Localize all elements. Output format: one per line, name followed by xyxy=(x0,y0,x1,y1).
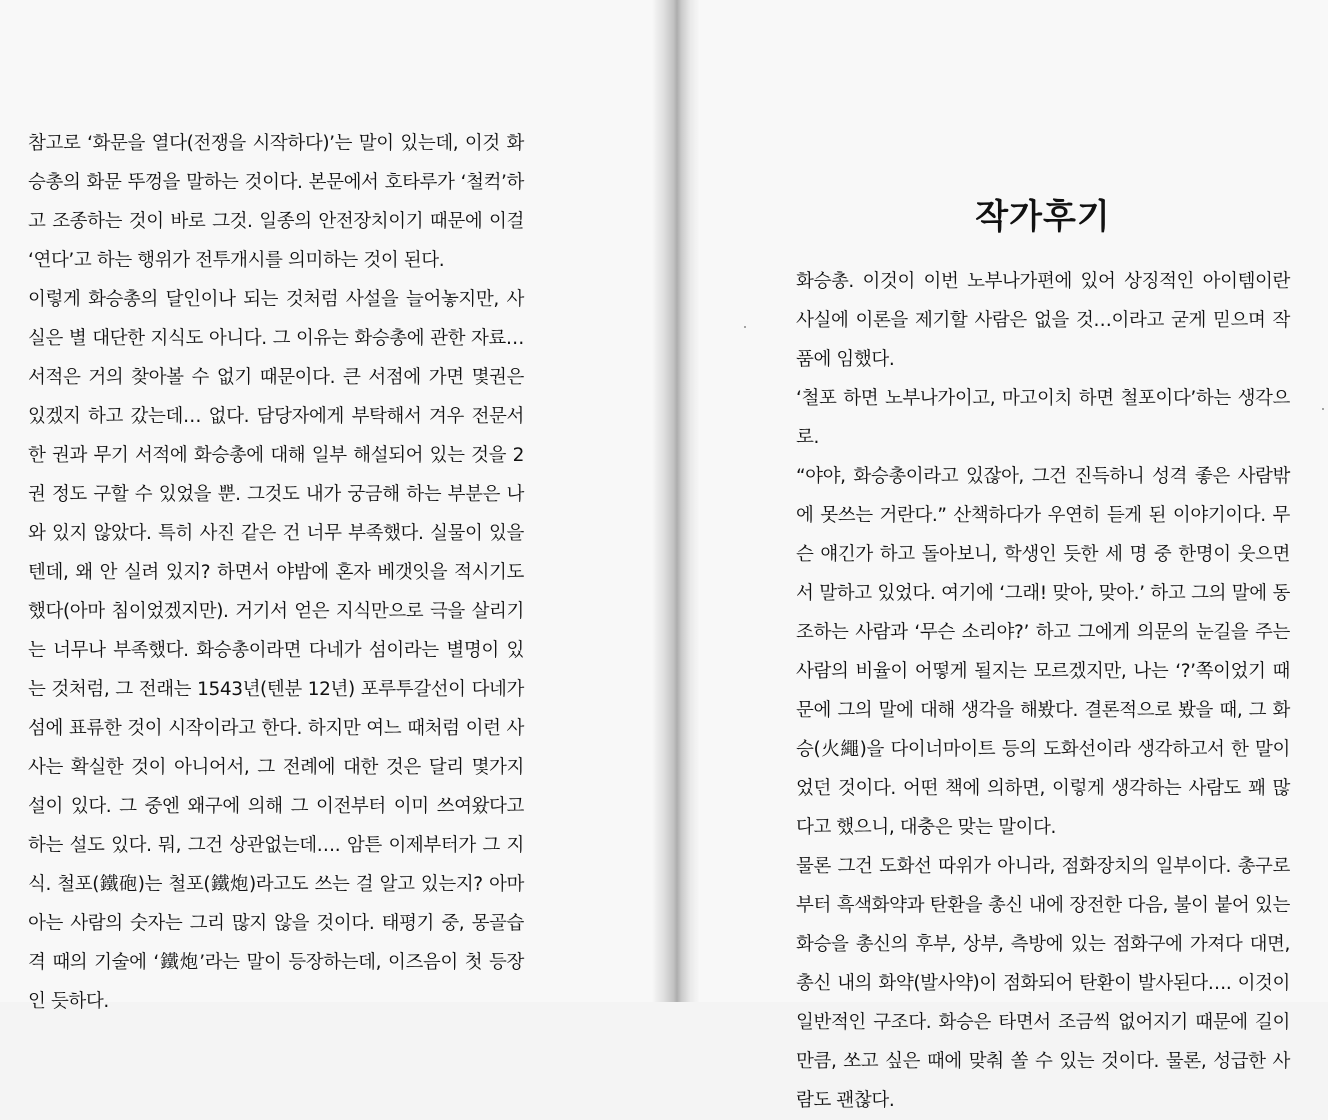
paper-speck xyxy=(1322,408,1324,410)
right-page-body xyxy=(796,262,1290,1120)
left-paragraph-2: 이렇게 화승총의 달인이나 되는 것처럼 사설을 늘어놓지만, 사실은 별 대단한 지식도 아니다. 그 이유는 화승총에 관한 자료… 서적은 거의 찾아볼 수 없기 때문이다. 큰 서점에 가면 몇권은 있겠지 하고 갔는데… 없다. 담당자에게 부탁해서 겨우 전문서 한 권과 무기 서적에 화승총에 대해 일부 해설되어 있는 것을 2권 정도 구할 수 있었을 뿐. 그것도 내가 궁금해 하는 부분은 나와 있지 않았다. 특히 사진 같은 건 너무 부족했다. 실물이 있을 텐데, 왜 안 실려 있지? 하면서 야밤에 혼자 베갯잇을 적시기도 했다(아마 침이었겠지만). 거기서 얻은 지식만으로 극을 살리기는 너무나 부족했다. 화승총이라면 다네가 섬이라는 별명이 있는 것처럼, 그 전래는 1543년(텐분 12년) 포루투갈선이 다네가 섬에 표류한 것이 시작이라고 한다. 하지만 여느 때처럼 이런 사사는 확실한 것이 아니어서, 그 전례에 대한 것은 달리 몇가지 설이 있다. 그 중엔 왜구에 의해 그 이전부터 이미 쓰여왔다고 하는 설도 있다. 뭐, 그건 상관없는데…. 암튼 이제부터가 그 지식. 철포(鐵砲)는 철포(鐵炮)라고도 쓰는 걸 알고 있는지? 아마 아는 사람의 숫자는 그리 많지 않을 것이다. 태평기 중, 몽골습격 때의 기술에 ‘鐵炮’라는 말이 등장하는데, 이즈음이 첫 등장인 듯하다. xyxy=(28,289,524,1012)
left-paragraph-1: 참고로 ‘화문을 열다(전쟁을 시작하다)’는 말이 있는데, 이것 화승총의 화문 뚜껑을 말하는 것이다. 본문에서 호타루가 ‘철컥’하고 조종하는 것이 바로 그것. 일종의 안전장치이기 때문에 이걸 ‘연다’고 하는 행위가 전투개시를 의미하는 것이 된다. xyxy=(28,133,524,271)
paper-speck xyxy=(744,326,746,328)
afterword-heading: 작가후기 xyxy=(975,197,1111,237)
left-page-body xyxy=(28,124,524,1021)
left-page xyxy=(0,0,664,1012)
right-paragraph-1: 화승총. 이것이 이번 노부나가편에 있어 상징적인 아이템이란 사실에 이론을 제기할 사람은 없을 것…이라고 굳게 믿으며 작품에 임했다. xyxy=(796,271,1290,370)
right-paragraph-3: “야야, 화승총이라고 있잖아, 그건 진득하니 성격 좋은 사람밖에 못쓰는 거란다.” 산책하다가 우연히 듣게 된 이야기이다. 무슨 얘긴가 하고 돌아보니, 학생인 듯한 세 명 중 한명이 웃으면서 말하고 있었다. 여기에 ‘그래! 맞아, 맞아.’ 하고 그의 말에 동조하는 사람과 ‘무슨 소리야?’ 하고 그에게 의문의 눈길을 주는 사람의 비율이 어떻게 될지는 모르겠지만, 나는 ‘?’쪽이었기 때문에 그의 말에 대해 생각을 해봤다. 결론적으로 봤을 때, 그 화승(火繩)을 다이너마이트 등의 도화선이라 생각하고서 한 말이었던 것이다. 어떤 책에 의하면, 이렇게 생각하는 사람도 꽤 많다고 했으니, 대충은 맞는 말이다. xyxy=(796,466,1290,838)
right-paragraph-4: 물론 그건 도화선 따위가 아니라, 점화장치의 일부이다. 총구로부터 흑색화약과 탄환을 총신 내에 장전한 다음, 불이 붙어 있는 화승을 총신의 후부, 상부, 측방에 있는 점화구에 가져다 대면, 총신 내의 화약(발사약)이 점화되어 탄환이 발사된다…. 이것이 일반적인 구조다. 화승은 타면서 조금씩 없어지기 때문에 길이만큼, 쏘고 싶은 때에 맞춰 쏠 수 있는 것이다. 물론, 성급한 사람도 괜찮다. xyxy=(796,856,1290,1111)
right-paragraph-2: ‘철포 하면 노부나가이고, 마고이치 하면 철포이다’하는 생각으로. xyxy=(796,388,1290,448)
